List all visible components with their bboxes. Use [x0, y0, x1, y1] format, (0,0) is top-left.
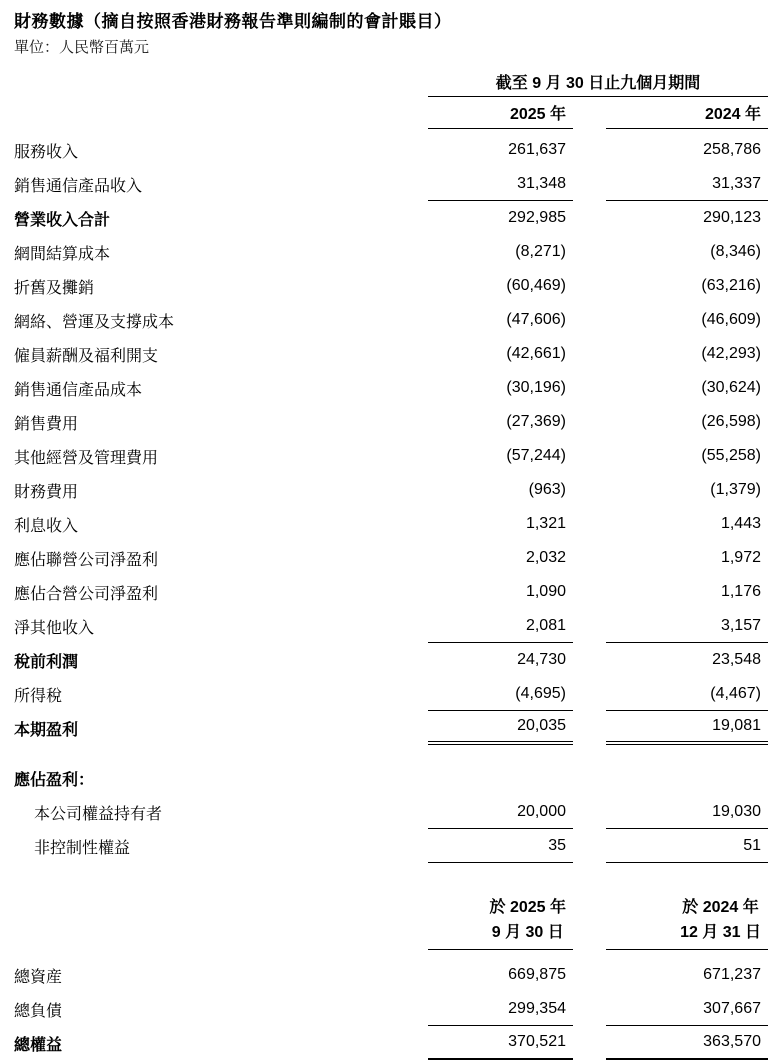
table-row — [14, 958, 768, 992]
section-header-row — [14, 761, 768, 795]
table-row — [14, 711, 768, 745]
value-col2: 1,972 — [720, 549, 761, 566]
table-row — [14, 133, 768, 167]
date-2025-line2: 9 月 30 日 — [491, 924, 564, 941]
value-col1: 35 — [428, 829, 573, 863]
table-row — [14, 439, 768, 473]
balance-date-header-row — [14, 895, 768, 950]
value-col1: (27,369) — [506, 413, 566, 430]
unit-label: 單位：人民幣百萬元 — [14, 39, 150, 56]
row-label: 銷售通信產品收入 — [14, 177, 143, 195]
row-label: 總資産 — [14, 968, 63, 986]
row-label: 僱員薪酬及福利開支 — [14, 347, 159, 365]
table-row — [14, 643, 768, 677]
period-group-header: 截至 9 月 30 日止九個月期間 — [428, 73, 768, 97]
value-col1: 669,875 — [508, 966, 566, 983]
row-label: 總權益 — [14, 1036, 63, 1054]
value-col2: 23,548 — [712, 651, 761, 668]
value-col1: 2,032 — [525, 549, 566, 566]
value-col1: (8,271) — [515, 243, 566, 260]
value-col1: 24,730 — [517, 651, 566, 668]
table-row — [14, 575, 768, 609]
value-col2: 258,786 — [703, 141, 761, 158]
date-2025-header — [428, 895, 573, 950]
value-col2: 363,570 — [606, 1026, 768, 1060]
row-label: 本公司權益持有者 — [34, 805, 163, 823]
row-label: 應佔聯營公司淨盈利 — [14, 551, 159, 569]
value-col1: 20,000 — [428, 795, 573, 829]
row-label: 銷售通信產品成本 — [14, 381, 143, 399]
value-col1: (963) — [528, 481, 566, 498]
value-col2: 19,081 — [606, 711, 768, 745]
value-col1: (57,244) — [506, 447, 566, 464]
row-label: 折舊及攤銷 — [14, 279, 95, 297]
row-label: 其他經營及管理費用 — [14, 449, 159, 467]
table-row — [14, 609, 768, 643]
row-label: 所得稅 — [14, 687, 63, 705]
row-label: 非控制性權益 — [34, 839, 131, 857]
table-row — [14, 1026, 768, 1060]
table-row — [14, 303, 768, 337]
table-row — [14, 337, 768, 371]
value-col2: 3,157 — [606, 609, 768, 643]
row-label: 應佔盈利： — [14, 771, 95, 789]
table-row — [14, 405, 768, 439]
value-col2: 1,443 — [720, 515, 761, 532]
value-col2: 51 — [606, 829, 768, 863]
table-row — [14, 541, 768, 575]
value-col1: (42,661) — [506, 345, 566, 362]
value-col2: (8,346) — [710, 243, 761, 260]
table-row — [14, 992, 768, 1026]
value-col1: 299,354 — [428, 992, 573, 1026]
value-col2: (42,293) — [701, 345, 761, 362]
table-row — [14, 371, 768, 405]
value-col2: (30,624) — [701, 379, 761, 396]
table-row — [14, 507, 768, 541]
page-title: 財務數據（摘自按照香港財務報告準則編制的會計賬目） — [14, 12, 452, 31]
value-col2: 19,030 — [606, 795, 768, 829]
value-col2: 307,667 — [606, 992, 768, 1026]
balance-sheet-rows — [14, 958, 768, 1060]
value-col2: (1,379) — [710, 481, 761, 498]
table-row — [14, 167, 768, 201]
table-row — [14, 235, 768, 269]
row-label: 服務收入 — [14, 143, 79, 161]
row-label: 利息收入 — [14, 517, 79, 535]
value-col2: (63,216) — [701, 277, 761, 294]
row-label: 營業收入合計 — [14, 211, 111, 229]
value-col1: 261,637 — [508, 141, 566, 158]
value-col2: 1,176 — [720, 583, 761, 600]
date-2024-line2: 12 月 31 日 — [680, 924, 761, 941]
row-label: 淨其他收入 — [14, 619, 95, 637]
year-header-row — [14, 97, 768, 129]
value-col1: (4,695) — [428, 677, 573, 711]
value-col2: (46,609) — [701, 311, 761, 328]
value-col1: 31,348 — [428, 167, 573, 201]
row-label: 財務費用 — [14, 483, 79, 501]
value-col2: (4,467) — [606, 677, 768, 711]
date-2024-line1: 於 2024 年 — [682, 899, 759, 916]
value-col1: (60,469) — [506, 277, 566, 294]
value-col2: (55,258) — [701, 447, 761, 464]
row-label: 稅前利潤 — [14, 653, 79, 671]
value-col2: 671,237 — [703, 966, 761, 983]
row-label: 總負債 — [14, 1002, 63, 1020]
row-label: 網絡、營運及支撐成本 — [14, 313, 175, 331]
value-col1: (47,606) — [506, 311, 566, 328]
income-statement-rows — [14, 133, 768, 863]
table-row — [14, 829, 768, 863]
value-col1: 1,090 — [525, 583, 566, 600]
row-label: 應佔合營公司淨盈利 — [14, 585, 159, 603]
value-col1: 2,081 — [428, 609, 573, 643]
value-col2: 31,337 — [606, 167, 768, 201]
table-row — [14, 795, 768, 829]
table-row — [14, 677, 768, 711]
value-col2: (26,598) — [701, 413, 761, 430]
value-col1: 370,521 — [428, 1026, 573, 1060]
value-col1: (30,196) — [506, 379, 566, 396]
year-2024-header: 2024 年 — [606, 97, 768, 129]
value-col1: 1,321 — [525, 515, 566, 532]
value-col2: 290,123 — [703, 209, 761, 226]
period-group-header-row — [14, 73, 768, 97]
table-row — [14, 473, 768, 507]
row-label: 網間結算成本 — [14, 245, 111, 263]
value-col1: 292,985 — [508, 209, 566, 226]
value-col1: 20,035 — [428, 711, 573, 745]
row-label: 本期盈利 — [14, 721, 79, 739]
date-2024-header — [606, 895, 768, 950]
date-2025-line1: 於 2025 年 — [489, 899, 566, 916]
table-row — [14, 269, 768, 303]
row-label: 銷售費用 — [14, 415, 79, 433]
year-2025-header: 2025 年 — [428, 97, 573, 129]
table-row — [14, 201, 768, 235]
